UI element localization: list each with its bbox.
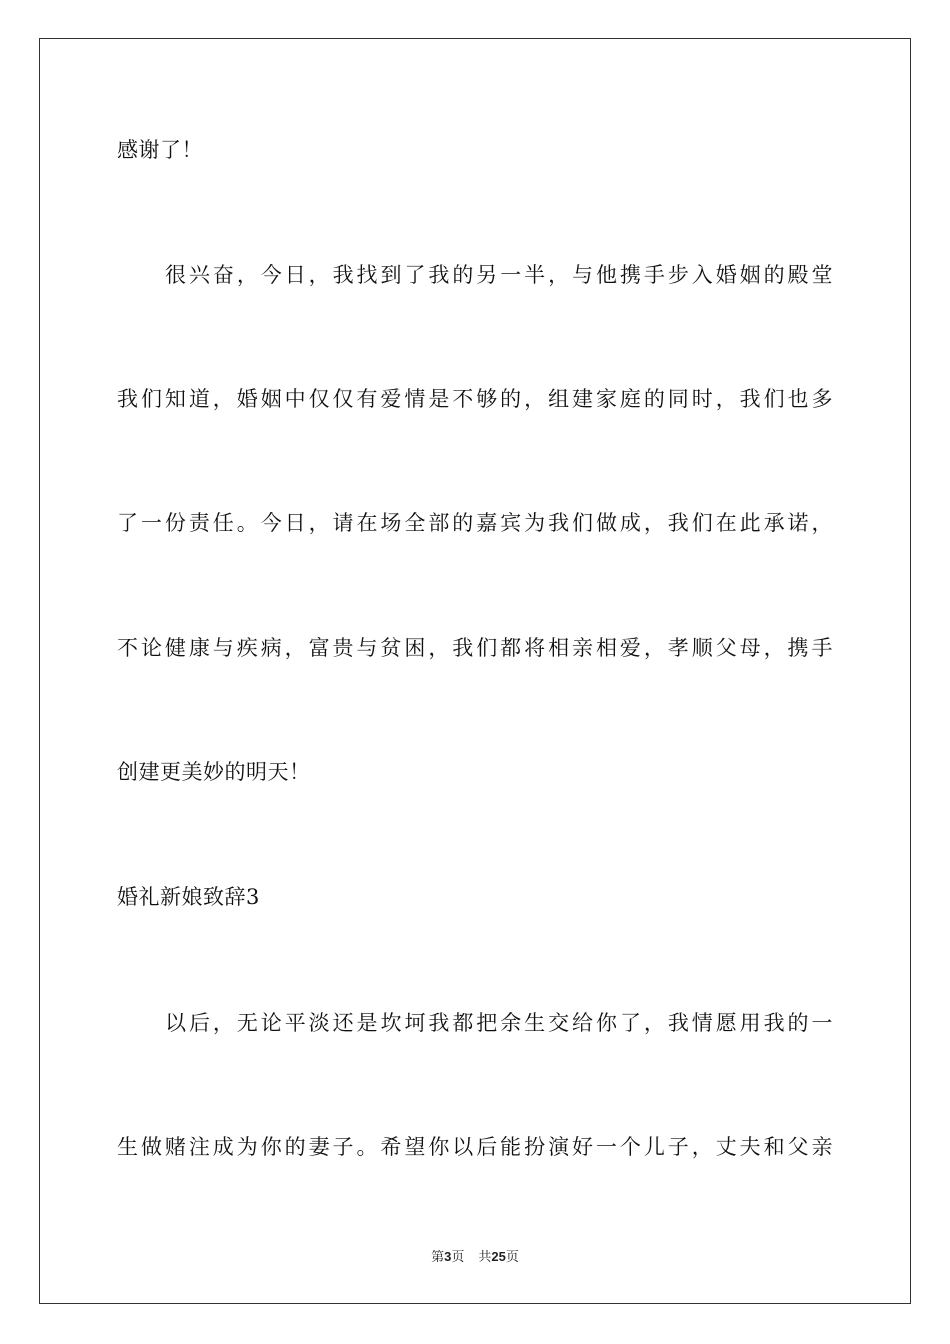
text-line-1: 感谢了！ [117, 138, 203, 162]
footer-page-prefix: 第 [431, 1250, 445, 1265]
text-line-8: 生做赌注成为你的妻子。希望你以后能扮演好一个儿子，丈夫和父亲 [117, 1135, 833, 1159]
footer-page-suffix: 页 [451, 1250, 465, 1265]
section-heading: 婚礼新娘致辞3 [117, 885, 260, 909]
text-line-7: 以后，无论平淡还是坎坷我都把余生交给你了，我情愿用我的一 [165, 1011, 833, 1035]
text-line-2: 很兴奋，今日，我找到了我的另一半，与他携手步入婚姻的殿堂 [165, 263, 833, 287]
footer-page-number: 3 [444, 1249, 452, 1264]
page-border [39, 38, 911, 1304]
text-line-5: 不论健康与疾病，富贵与贫困，我们都将相亲相爱，孝顺父母，携手 [117, 636, 833, 660]
footer-total-pages: 25 [491, 1249, 506, 1264]
footer-total-suffix: 页 [505, 1250, 519, 1265]
footer-total-prefix: 共 [478, 1250, 492, 1265]
text-line-3: 我们知道，婚姻中仅仅有爱情是不够的，组建家庭的同时，我们也多 [117, 387, 833, 411]
page-footer [0, 1248, 950, 1267]
text-line-4: 了一份责任。今日，请在场全部的嘉宾为我们做成，我们在此承诺， [117, 511, 833, 535]
text-line-6: 创建更美妙的明天！ [117, 760, 311, 784]
